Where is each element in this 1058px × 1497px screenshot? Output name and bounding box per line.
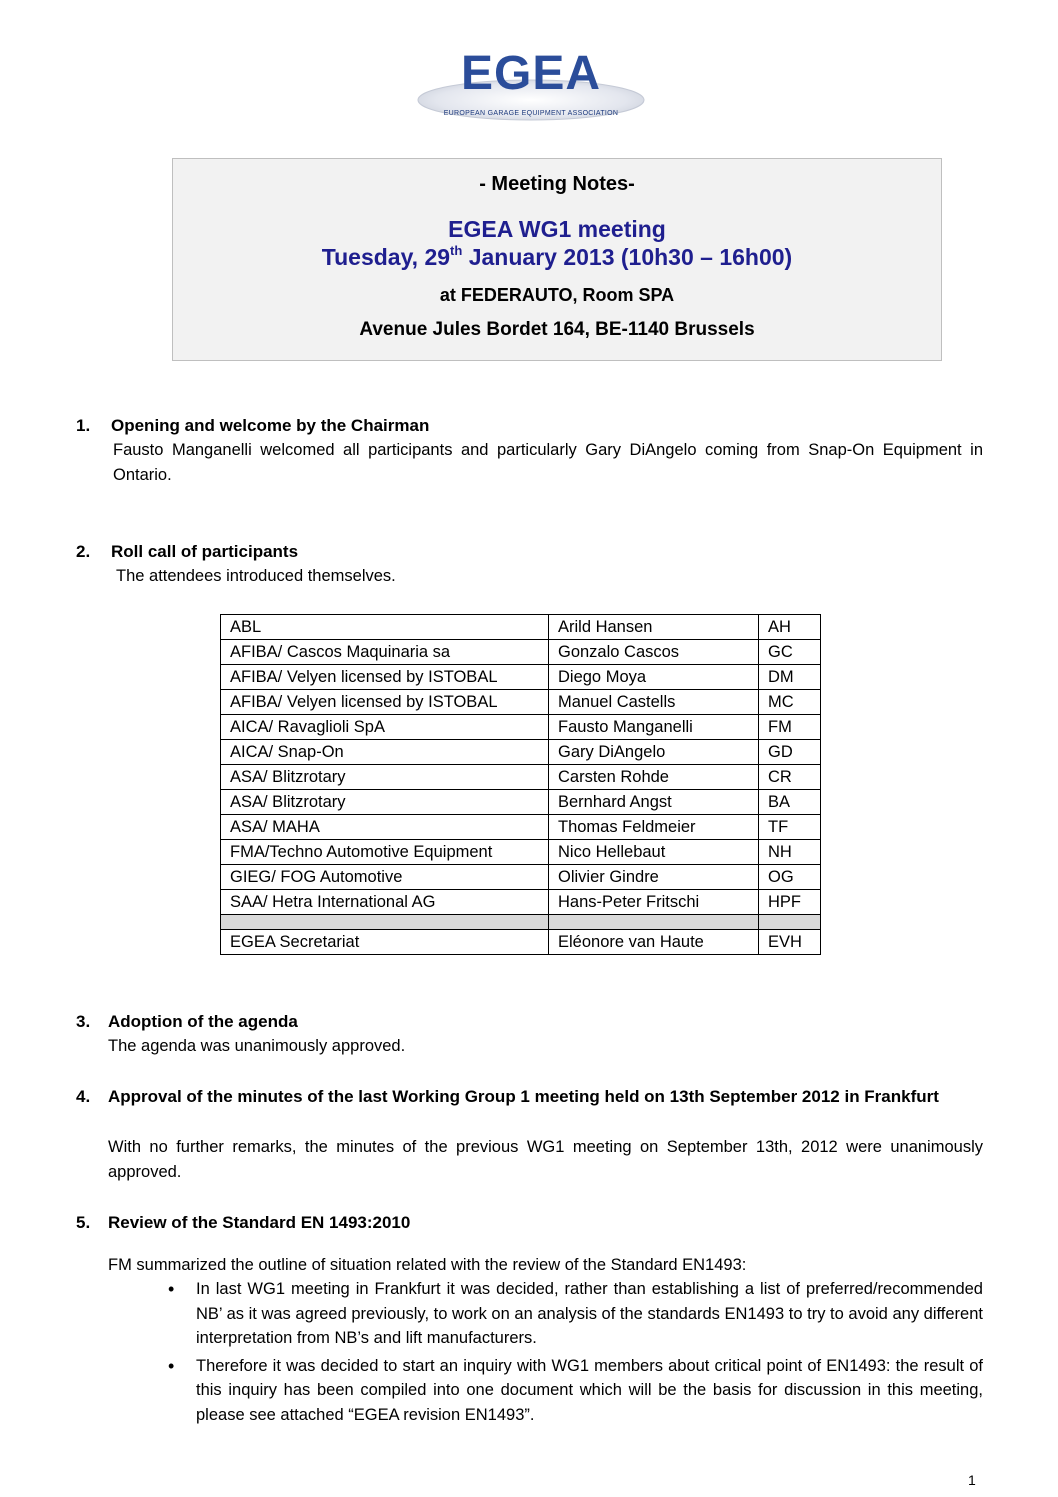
logo-wordmark: EGEA: [460, 47, 602, 100]
initials-cell: CR: [759, 765, 821, 790]
organisation-cell: AICA/ Ravaglioli SpA: [221, 715, 549, 740]
table-row: [221, 640, 821, 665]
bullet-icon: •: [168, 1279, 175, 1299]
initials-cell: GC: [759, 640, 821, 665]
section-1-body: Fausto Manganelli welcomed all participants and particularly Gary DiAngelo coming from Snap-On Equipment in Ontario.: [113, 441, 983, 484]
participant-name-cell: Bernhard Angst: [549, 790, 759, 815]
egea-logo: [416, 48, 646, 122]
page-number: 1: [968, 1472, 976, 1488]
participant-name-cell: Gary DiAngelo: [549, 740, 759, 765]
initials-cell: MC: [759, 690, 821, 715]
table-row: [221, 665, 821, 690]
organisation-cell: FMA/Techno Automotive Equipment: [221, 840, 549, 865]
table-row: [221, 715, 821, 740]
table-row: [221, 765, 821, 790]
initials-cell: DM: [759, 665, 821, 690]
organisation-cell: AFIBA/ Cascos Maquinaria sa: [221, 640, 549, 665]
participants-table: [220, 614, 821, 955]
initials-cell: HPF: [759, 890, 821, 915]
date-rest: January 2013 (10h30 – 16h00): [462, 244, 793, 270]
meeting-header-box: [172, 158, 942, 361]
participant-name-cell: Eléonore van Haute: [549, 930, 759, 955]
table-row: [221, 840, 821, 865]
table-row: [221, 865, 821, 890]
section-5-body: FM summarized the outline of situation related with the review of the Standard EN1493:: [108, 1256, 747, 1274]
initials-cell: BA: [759, 790, 821, 815]
meeting-address: Avenue Jules Bordet 164, BE-1140 Brussels: [359, 319, 755, 340]
list-item: [160, 1354, 983, 1428]
table-row: [221, 740, 821, 765]
list-item: [160, 1277, 983, 1351]
participant-name-cell: Diego Moya: [549, 665, 759, 690]
section-4-title: Approval of the minutes of the last Working Group 1 meeting held on 13th September 2012 in Frankfurt: [108, 1087, 939, 1106]
organisation-cell: ASA/ Blitzrotary: [221, 790, 549, 815]
initials-cell: AH: [759, 615, 821, 640]
section-1-number: 1.: [76, 416, 91, 435]
table-row: [221, 815, 821, 840]
bullet-text: In last WG1 meeting in Frankfurt it was decided, rather than establishing a list of preferred/recommended NB’ as it was agreed previously, to work on an analysis of the standards EN1493 to try to avoid any different interpretation from NB’s and lift manufacturers.: [196, 1280, 983, 1347]
review-bullet-list: [160, 1277, 983, 1430]
participant-name-cell: Thomas Feldmeier: [549, 815, 759, 840]
organisation-cell: EGEA Secretariat: [221, 930, 549, 955]
logo-tagline: EUROPEAN GARAGE EQUIPMENT ASSOCIATION: [443, 110, 619, 117]
table-row: [221, 690, 821, 715]
section-2-body: The attendees introduced themselves.: [116, 567, 396, 585]
initials-cell: EVH: [759, 930, 821, 955]
participant-name-cell: Gonzalo Cascos: [549, 640, 759, 665]
section-3-body: The agenda was unanimously approved.: [108, 1037, 406, 1055]
organisation-cell: ABL: [221, 615, 549, 640]
date-prefix: Tuesday, 29: [321, 244, 451, 270]
section-1-title: Opening and welcome by the Chairman: [111, 416, 430, 435]
section-3-number: 3.: [76, 1012, 91, 1031]
table-row: [221, 615, 821, 640]
participant-name-cell: Carsten Rohde: [549, 765, 759, 790]
section-5-title: Review of the Standard EN 1493:2010: [108, 1213, 411, 1232]
table-row-secretariat: [221, 930, 821, 955]
section-2-number: 2.: [76, 542, 91, 561]
organisation-cell: SAA/ Hetra International AG: [221, 890, 549, 915]
initials-cell: FM: [759, 715, 821, 740]
table-row: [221, 890, 821, 915]
table-separator-row: [221, 915, 821, 930]
initials-cell: GD: [759, 740, 821, 765]
section-2-title: Roll call of participants: [111, 542, 299, 561]
bullet-icon: •: [168, 1355, 175, 1376]
separator-cell: [221, 915, 549, 930]
meeting-date: [173, 243, 941, 271]
organisation-cell: AICA/ Snap-On: [221, 740, 549, 765]
separator-cell: [549, 915, 759, 930]
organisation-cell: ASA/ Blitzrotary: [221, 765, 549, 790]
initials-cell: TF: [759, 815, 821, 840]
table-row: [221, 790, 821, 815]
meeting-venue: at FEDERAUTO, Room SPA: [439, 285, 675, 305]
participant-name-cell: Manuel Castells: [549, 690, 759, 715]
participant-name-cell: Arild Hansen: [549, 615, 759, 640]
participant-name-cell: Olivier Gindre: [549, 865, 759, 890]
section-3-title: Adoption of the agenda: [108, 1012, 298, 1031]
organisation-cell: AFIBA/ Velyen licensed by ISTOBAL: [221, 665, 549, 690]
section-4-number: 4.: [76, 1087, 91, 1106]
organisation-cell: ASA/ MAHA: [221, 815, 549, 840]
participant-name-cell: Fausto Manganelli: [549, 715, 759, 740]
bullet-text: Therefore it was decided to start an inquiry with WG1 members about critical point of EN1493: the result of this inquiry has been compiled into one document which will be the basis for discussion in this meeting, please see attached “EGEA revision EN1493”.: [196, 1356, 983, 1424]
participant-name-cell: Nico Hellebaut: [549, 840, 759, 865]
separator-cell: [759, 915, 821, 930]
initials-cell: OG: [759, 865, 821, 890]
participant-name-cell: Hans-Peter Fritschi: [549, 890, 759, 915]
meeting-title: EGEA WG1 meeting: [448, 216, 666, 242]
organisation-cell: AFIBA/ Velyen licensed by ISTOBAL: [221, 690, 549, 715]
date-ordinal: th: [450, 243, 463, 258]
initials-cell: NH: [759, 840, 821, 865]
meeting-notes-label: - Meeting Notes-: [479, 173, 635, 195]
section-5-number: 5.: [76, 1213, 91, 1232]
organisation-cell: GIEG/ FOG Automotive: [221, 865, 549, 890]
section-4-body: With no further remarks, the minutes of the previous WG1 meeting on September 13th, 2012 were unanimously approved.: [108, 1138, 983, 1181]
